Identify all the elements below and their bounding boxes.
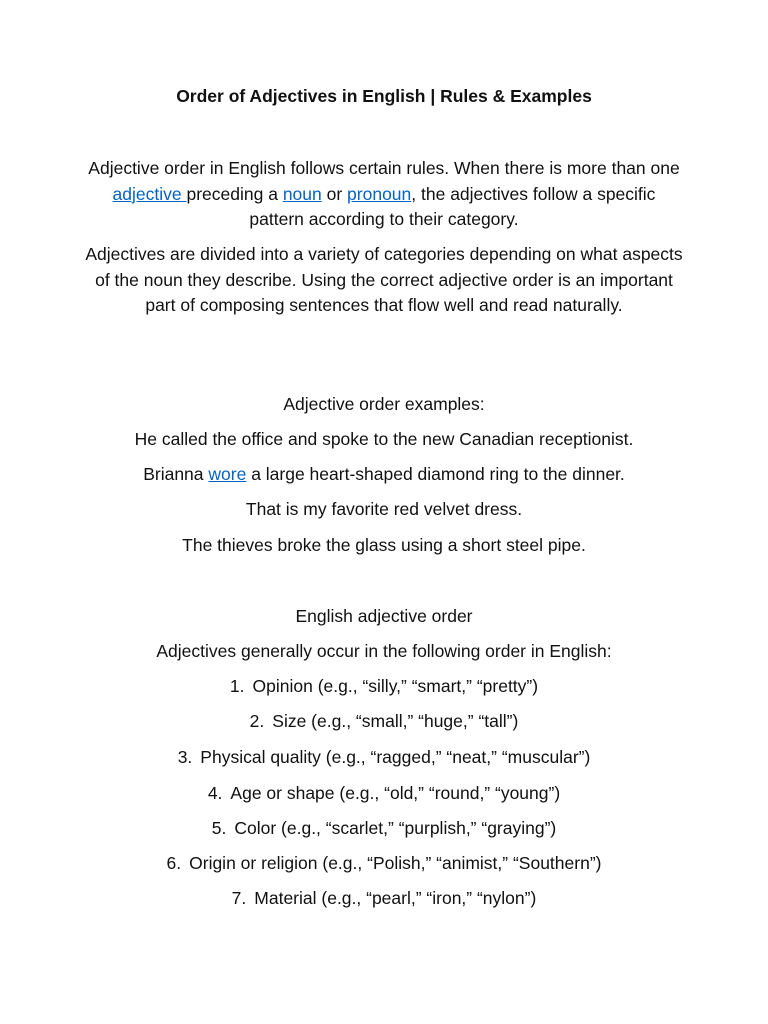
order-list-item [0, 674, 768, 698]
example-sentence-3: That is my favorite red velvet dress. [245, 499, 523, 519]
order-list-item [0, 851, 768, 875]
pronoun-link[interactable]: pronoun [347, 183, 412, 204]
list-number: 6. [166, 853, 182, 873]
list-text: Origin or religion (e.g., “Polish,” “animist,” “Southern”) [189, 853, 602, 873]
list-text: Physical quality (e.g., “ragged,” “neat,” “muscular”) [200, 747, 591, 767]
example2-after: a large heart-shaped diamond ring to the dinner. [246, 464, 625, 484]
order-list-item [0, 745, 768, 769]
list-number: 3. [177, 747, 193, 767]
wore-link[interactable]: wore [208, 464, 247, 484]
example-sentence-2 [0, 462, 768, 486]
list-text: Color (e.g., “scarlet,” “purplish,” “graying”) [234, 818, 557, 838]
intro-text-3: or [321, 183, 348, 204]
order-list-item [0, 781, 768, 805]
list-text: Size (e.g., “small,” “huge,” “tall”) [272, 711, 519, 731]
list-number: 5. [211, 818, 227, 838]
order-list-item [0, 816, 768, 840]
list-text: Opinion (e.g., “silly,” “smart,” “pretty”) [252, 676, 539, 696]
list-number: 7. [231, 888, 247, 908]
noun-link[interactable]: noun [282, 183, 322, 204]
order-list-item [0, 886, 768, 910]
intro-text-4: , the adjectives follow a specific pattern according to their category. [249, 183, 656, 229]
adjective-link[interactable]: adjective [112, 183, 187, 204]
order-intro: Adjectives generally occur in the following order in English: [156, 641, 612, 661]
example2-before: Brianna [143, 464, 209, 484]
intro-text-1: Adjective order in English follows certain rules. When there is more than one [88, 158, 680, 178]
list-text: Material (e.g., “pearl,” “iron,” “nylon”) [254, 888, 537, 908]
example-sentence-4: The thieves broke the glass using a short steel pipe. [182, 535, 586, 555]
list-number: 1. [229, 676, 245, 696]
order-list-item [0, 709, 768, 733]
order-heading: English adjective order [295, 606, 473, 626]
list-number: 2. [249, 711, 265, 731]
example-sentence-1: He called the office and spoke to the new Canadian receptionist. [134, 429, 634, 449]
list-number: 4. [207, 783, 223, 803]
examples-heading: Adjective order examples: [283, 394, 485, 414]
list-text: Age or shape (e.g., “old,” “round,” “young”) [230, 783, 561, 803]
categories-paragraph: Adjectives are divided into a variety of categories depending on what aspects of the noun they describe. Using the correct adjective order is an important part of composing sentences that flow well and read naturally. [85, 244, 683, 315]
intro-paragraph [84, 156, 684, 233]
document-title: Order of Adjectives in English | Rules & Examples [176, 86, 592, 106]
intro-text-2: preceding a [186, 183, 283, 204]
